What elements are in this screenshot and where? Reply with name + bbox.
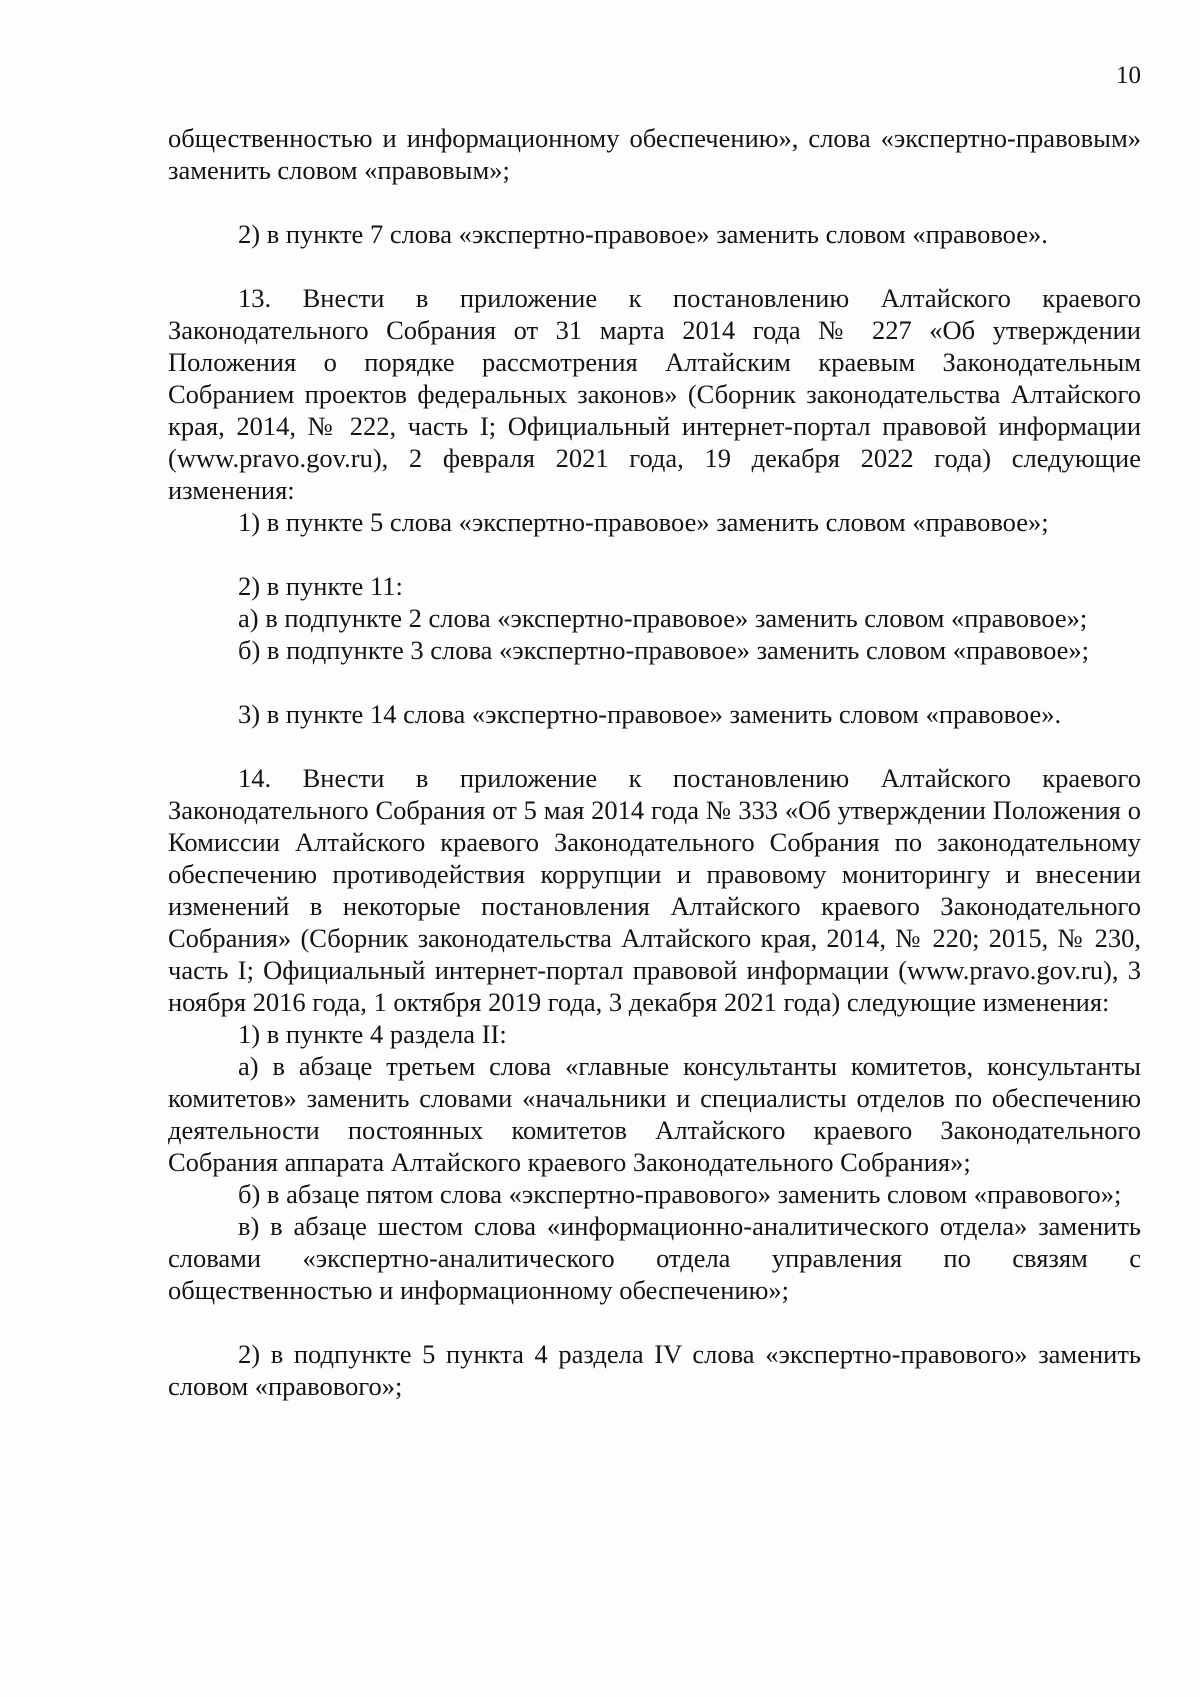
paragraph-item-13-2-b: б) в подпункте 3 слова «экспертно-правовое» заменить словом «правовое»;	[238, 635, 1090, 665]
paragraph-item-14-1: 1) в пункте 4 раздела II:	[238, 1019, 507, 1049]
paragraph-item-13-3: 3) в пункте 14 слова «экспертно-правовое» заменить словом «правовое».	[238, 699, 1062, 729]
paragraph-section-13: 13. Внести в приложение к постановлению Алтайского краевого Законодательного Собрания от 31 марта 2014 года № 227 «Об утверждении Положения о порядке рассмотрения Алтайским краевым Законодательным Собранием проектов федеральных законов» (Сборник законодательства Алтайского края, 2014, № 222, часть I; Официальный интернет-портал правовой информации (www.pravo.gov.ru), 2 февраля 2021 года, 19 декабря 2022 года) следующие изменения:	[168, 283, 1141, 505]
paragraph-continuation: общественностью и информационному обеспечению», слова «экспертно-правовым» заменить словом «правовым»;	[168, 123, 1141, 185]
paragraph-item-12-2: 2) в пункте 7 слова «экспертно-правовое» заменить словом «правовое».	[238, 219, 1048, 249]
paragraph-item-13-2: 2) в пункте 11:	[238, 571, 403, 601]
paragraph-item-13-2-a: а) в подпункте 2 слова «экспертно-правовое» заменить словом «правовое»;	[238, 603, 1088, 633]
paragraph-item-14-2: 2) в подпункте 5 пункта 4 раздела IV слова «экспертно-правового» заменить словом «правового»;	[168, 1339, 1141, 1401]
paragraph-item-14-1-a: а) в абзаце третьем слова «главные консультанты комитетов, консультанты комитетов» заменить словами «начальники и специалисты отделов по обеспечению деятельности постоянных комитетов Алтайского краевого Законодательного Собрания аппарата Алтайского краевого Законодательного Собрания»;	[168, 1051, 1141, 1177]
paragraph-section-14: 14. Внести в приложение к постановлению Алтайского краевого Законодательного Собрания от 5 мая 2014 года № 333 «Об утверждении Положения о Комиссии Алтайского краевого Законодательного Собрания по законодательному обеспечению противодействия коррупции и правовому мониторингу и внесении изменений в некоторые постановления Алтайского краевого Законодательного Собрания» (Сборник законодательства Алтайского края, 2014, № 220; 2015, № 230, часть I; Официальный интернет-портал правовой информации (www.pravo.gov.ru), 3 ноября 2016 года, 1 октября 2019 года, 3 декабря 2021 года) следующие изменения:	[168, 763, 1141, 1017]
document-body	[168, 122, 1141, 1402]
page-number: 10	[1116, 62, 1141, 89]
paragraph-item-14-1-c: в) в абзаце шестом слова «информационно-аналитического отдела» заменить словами «экспертно-аналитического отдела управления по связям с общественностью и информационному обеспечению»;	[168, 1211, 1141, 1305]
paragraph-item-14-1-b: б) в абзаце пятом слова «экспертно-правового» заменить словом «правового»;	[238, 1179, 1122, 1209]
paragraph-item-13-1: 1) в пункте 5 слова «экспертно-правовое» заменить словом «правовое»;	[238, 507, 1049, 537]
